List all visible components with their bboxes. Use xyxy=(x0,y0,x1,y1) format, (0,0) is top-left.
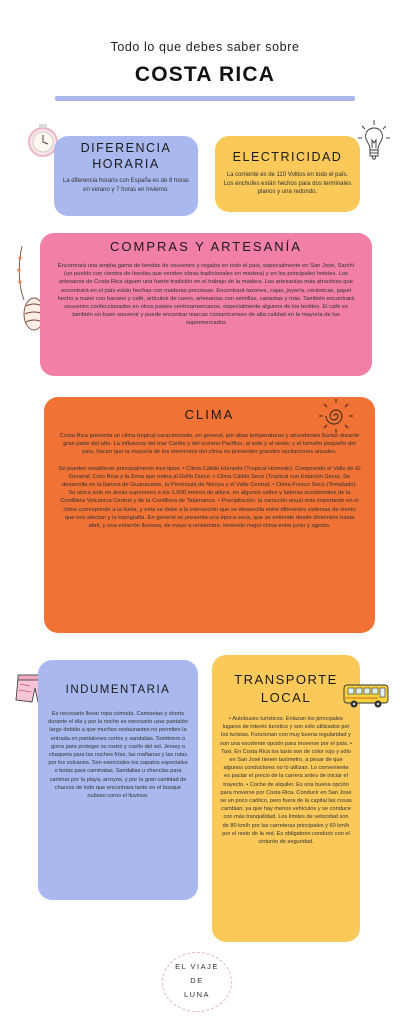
card-diferencia-horaria xyxy=(54,136,198,216)
footer-logo xyxy=(162,952,232,1012)
sun-icon xyxy=(316,396,356,436)
electricidad-title: ELECTRICIDAD xyxy=(232,150,343,164)
transporte-text: • Autobuses turísticos. Enlazan los principales lugares de interés turístico y son sólo utilizados por los turistas. Funcionan con muy buena regularidad y son una excelente opción para moverse por el país. • Taxi. En Costa Rica los taxis son de color rojo y sólo en San José tienen taxímetro, a pesar de que algunos conductores no lo utilizan. Lo conveniente es pactar el precio de la carrera antes de iniciar el trayecto. • Coche de alquiler. Es una buena opción para moverse por Costa Rica. Conducir en San José se un poco caótico, pero fuera de la capital las cosas cambian, ya que hay menos vehículos y se conduce con más tranquilidad. Los límites de velocidad son de 80 km/h por las carreteras principales y 60 km/h por el resto de la red. Es obligatorio conducir con el cinturón de seguridad. xyxy=(220,716,352,846)
diferencia-horaria-title xyxy=(54,140,198,172)
diferencia-horaria-title-line2: HORARIA xyxy=(92,157,160,171)
indumentaria-title: INDUMENTARIA xyxy=(65,684,171,696)
clima-text-types: Se pueden establecer principalmente tres tipos: • Clima Cálido Húmedo (Tropical Húmedo). Comprende el Valle de El General, Coto Brus y la Zona que rodea al Golfo Dulce. • Clima Cálido Seco (Tropical con Estación Seca). Se desarrolla en la llanura de Guanacaste, la Península de Nicoya y el Valle Central. • Clima Fresco Seco (Templado). Se ubica solo en áreas superiores a los 1.500 metros de altura, en algunos valles y laderas accidentales de la Cordillera Volcánica Central y de la Cordillera de Talamanca. • Precipitación: la variación anual más importante en el clima corresponde a la lluvia, y esta se debe a la interacción que se desarrolla entre diferentes sistemas de viento que nos afectan y la topografía. En general se presenta una época seca, que se extiende desde diciembre hasta abril, y una estación lluviosa, de mayo a noviembre, teniendo mejor clima entre junio y agosto. xyxy=(58,465,361,530)
card-electricidad xyxy=(215,136,360,212)
indumentaria-text: Es necesario llevar ropa cómoda. Camisetas y shorts durante el día y por la noche es necesario usar pantalón largo debido a que muchos restaurantes no permiten la entrada en pantalones cortos y sandalias. Sombrero o gorra para proteger su rostro y cuello del sol. Jersey o chaqueta para las noches frías, las mañanas y las rutas por los volcanes. Son esenciales los zapatos especiales o botas para caminatas. Sandalias u chanclas para caminar por la playa, arroyos, y por la gran cantidad de charcos de lodo que encontrara tanto en el bosque nuboso como el lluvioso. xyxy=(48,711,188,800)
compras-text: Encontrará una amplia gama de tiendas de souvenirs y regalos en todo el país, especialmente en San José, Sarchí (un pueblo con cientos de tiendas que venden obras tradicionales en madera) y en los principales hoteles. Los artesanos de Costa Rica siguen una fuerte tradición en el trabajo de la madera. Las artesanías más atractivas que encontrará en el país están hechas con maderas preciosas. Encontrará tazones, cajas, joyería, cerámicas, papel hecho a mano con banano y café, artículos de cuero, artesanías con semillas, canastas y más. También encontrará souvenirs confeccionados en otros países centroamericanos, especialmente algunos de los textiles. El café es también un buen souvenir y puede encontrar marcas costarricenses de alta calidad en la mayoría de los supermercados xyxy=(57,263,355,327)
clima-title: CLIMA xyxy=(184,407,235,422)
bus-icon xyxy=(342,681,390,711)
card-compras-artesania xyxy=(40,233,372,376)
transporte-title xyxy=(212,671,360,707)
transporte-title-line1: TRANSPORTE xyxy=(234,672,338,687)
footer-logo-line1: EL VIAJE xyxy=(175,962,219,971)
card-transporte-local xyxy=(212,655,360,942)
title-underline xyxy=(55,96,355,101)
page-title: COSTA RICA xyxy=(134,63,276,86)
transporte-title-line2: LOCAL xyxy=(260,690,312,705)
footer-logo-line3: LUNA xyxy=(183,990,210,999)
diferencia-horaria-text: La diferencia horario con España es de 8 horas en verano y 7 horas en invierno. xyxy=(62,178,190,193)
page-subtitle: Todo lo que debes saber sobre xyxy=(110,40,300,54)
compras-title: COMPRAS Y ARTESANÍA xyxy=(110,239,302,254)
lightbulb-icon xyxy=(356,118,392,166)
footer-logo-line2: DE xyxy=(190,976,204,985)
diferencia-horaria-title-line1: DIFERENCIA xyxy=(80,141,172,155)
card-indumentaria xyxy=(38,660,198,900)
clima-text-intro: Costa Rica presenta un clima tropical caracterizado, en general, por altas temperaturas y abundantes lluvias durante gran parte del año. La influencia del mar Caribe y del océano Pacífico, al este y al oeste, y el tamaño pequeño del país, hacen que la mayoría de los elementos del clima no presenten grandes oscilaciones anuales. xyxy=(59,433,360,456)
electricidad-text: La corriente es de 110 Voltios en todo el país. Los enchufes están hechos para dos terminales planos y una redondo. xyxy=(223,172,352,195)
